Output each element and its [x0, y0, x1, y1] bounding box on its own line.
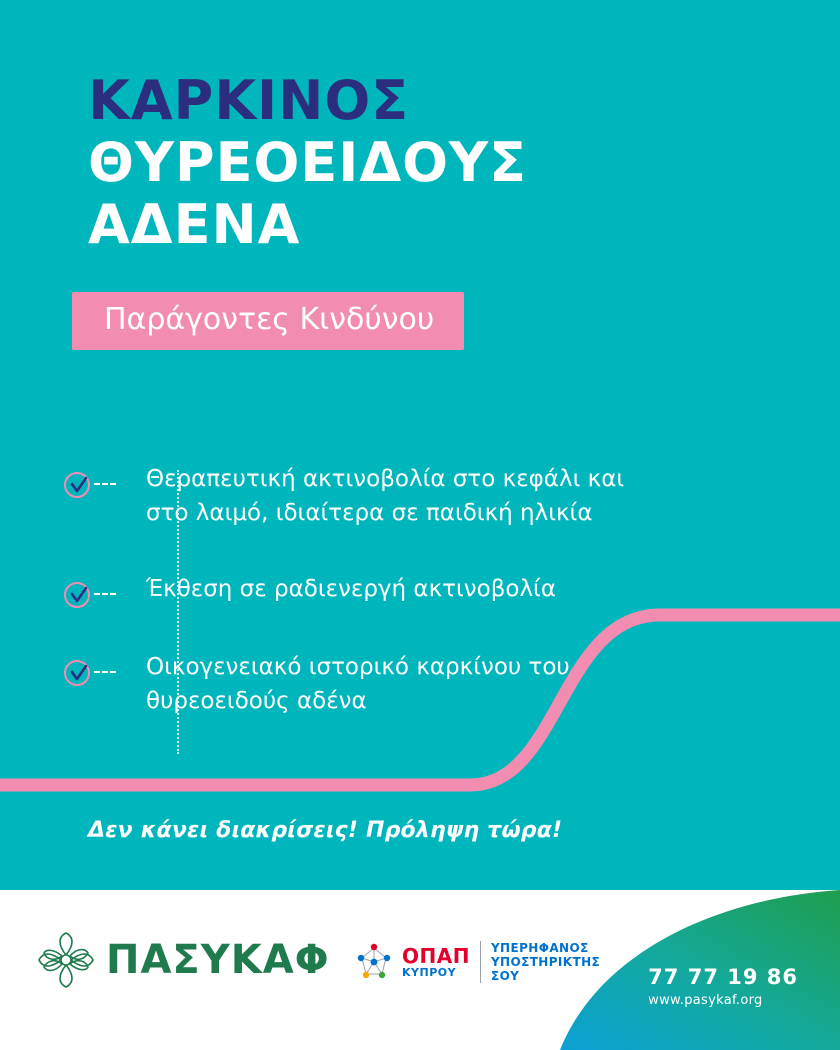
footer [0, 890, 840, 1050]
slogan-text: Δεν κάνει διακρίσεις! Πρόληψη τώρα! [88, 818, 563, 843]
opap-wordmark [402, 943, 470, 979]
poster-title [88, 70, 728, 256]
risk-factor-list [64, 462, 684, 760]
opap-tagline-line-3: ΣΟΥ [490, 969, 520, 983]
checkmark-icon [64, 660, 90, 686]
risk-factor-text-3: Οικογενειακό ιστορικό καρκίνου του θυρεοειδούς αδένα [146, 654, 570, 714]
list-item [64, 462, 684, 530]
opap-subname: ΚΥΠΡΟΥ [402, 965, 457, 979]
opap-tagline [491, 941, 600, 983]
opap-tagline-line-1: ΥΠΕΡΗΦΑΝΟΣ [490, 941, 589, 955]
check-wrapper [64, 462, 128, 498]
check-wrapper [64, 572, 128, 608]
list-item [64, 650, 684, 718]
title-line-3: ΑΔΕΝΑ [88, 193, 301, 256]
title-line-1: ΚΑΡΚΙΝΟΣ [88, 69, 410, 132]
opap-mark-icon [352, 940, 396, 984]
check-wrapper [64, 650, 128, 686]
opap-divider [480, 941, 481, 983]
subtitle-banner [72, 292, 464, 350]
dashed-connector [94, 483, 116, 485]
title-line-2: ΘΥΡΕΟΕΙΔΟΥΣ [88, 131, 528, 194]
list-item [64, 572, 684, 608]
contact-block [648, 965, 798, 1008]
risk-factor-text-2: Έκθεση σε ραδιενεργή ακτινοβολία [146, 576, 557, 602]
opap-name: ΟΠΑΠ [402, 943, 470, 968]
dashed-connector [94, 593, 116, 595]
dashed-connector [94, 671, 116, 673]
checkmark-icon [64, 582, 90, 608]
risk-factor-text-1: Θεραπευτική ακτινοβολία στο κεφάλι και στο λαιμό, ιδιαίτερα σε παιδική ηλικία [146, 466, 625, 526]
website-url[interactable]: www.pasykaf.org [648, 993, 763, 1008]
pasykaf-mark-icon [38, 932, 94, 988]
subtitle-text: Παράγοντες Κινδύνου [104, 302, 435, 337]
opap-logo [352, 940, 600, 984]
checkmark-icon [64, 472, 90, 498]
phone-number: 77 77 19 86 [648, 965, 798, 989]
opap-tagline-line-2: ΥΠΟΣΤΗΡΙΚΤΗΣ [490, 955, 601, 969]
pasykaf-wordmark: ΠΑΣΥΚΑΦ [106, 937, 330, 983]
pasykaf-logo [38, 932, 330, 988]
